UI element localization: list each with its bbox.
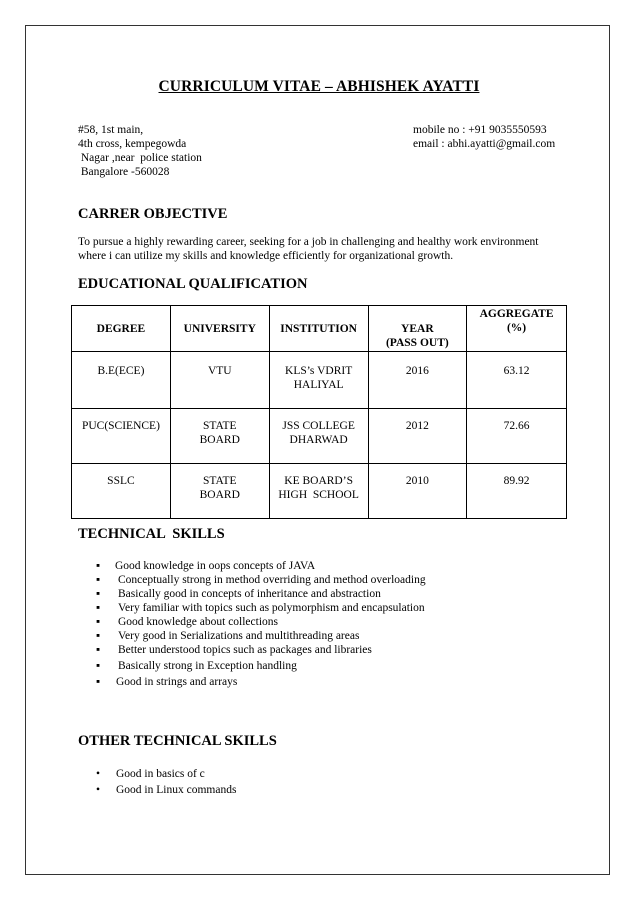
table-header-row <box>72 306 567 352</box>
skill-text: Conceptually strong in method overriding and method overloading <box>118 574 426 586</box>
university-cell <box>170 464 269 519</box>
bullet-icon: ▪ <box>96 574 101 586</box>
skill-text: Good in Linux commands <box>116 784 237 796</box>
university-line: BOARD <box>199 434 240 446</box>
address-line: #58, 1st main, <box>78 124 144 136</box>
year-cell: 2016 <box>368 352 467 409</box>
address-line: 4th cross, kempegowda <box>78 138 187 150</box>
other-skills-heading: OTHER TECHNICAL SKILLS <box>78 733 277 749</box>
list-item <box>96 675 576 689</box>
document-title: CURRICULUM VITAE – ABHISHEK AYATTI <box>158 78 480 95</box>
year-cell: 2010 <box>368 464 467 519</box>
skill-text: Good knowledge in oops concepts of JAVA <box>115 560 316 572</box>
aggregate-cell: 72.66 <box>467 409 567 464</box>
objective-heading: CARRER OBJECTIVE <box>78 206 228 222</box>
year-header-line: (PASS OUT) <box>385 337 449 349</box>
list-item <box>96 615 576 629</box>
column-header-institution: INSTITUTION <box>269 306 368 352</box>
mobile-line <box>413 123 555 137</box>
column-header-aggregate <box>467 306 567 352</box>
technical-skills-list <box>96 559 576 689</box>
table-row <box>72 464 567 519</box>
list-item <box>96 659 576 673</box>
skill-text: Better understood topics such as packages and libraries <box>118 644 372 656</box>
skill-text: Basically good in concepts of inheritance and abstraction <box>118 588 381 600</box>
address-line: Nagar ,near police station <box>78 152 202 164</box>
skill-text: Good in strings and arrays <box>116 676 238 688</box>
university-cell <box>170 352 269 409</box>
contact-block <box>413 123 555 151</box>
institution-cell <box>269 409 368 464</box>
objective-line: To pursue a highly rewarding career, seeking for a job in challenging and healthy work environment <box>78 236 539 248</box>
column-header-university: UNIVERSITY <box>170 306 269 352</box>
year-header-line: YEAR <box>401 323 434 335</box>
skill-text: Very good in Serializations and multithreading areas <box>118 630 360 642</box>
bullet-icon: • <box>96 784 101 796</box>
university-line: VTU <box>207 365 232 377</box>
objective-line: where i can utilize my skills and knowledge efficiently for organizational growth. <box>78 250 454 262</box>
list-item <box>96 782 496 798</box>
institution-line: HIGH SCHOOL <box>278 489 359 501</box>
list-item <box>96 766 496 782</box>
other-skills-list <box>96 766 496 798</box>
year-cell: 2012 <box>368 409 467 464</box>
aggregate-cell: 63.12 <box>467 352 567 409</box>
column-header-year <box>368 306 467 352</box>
table-row <box>72 409 567 464</box>
list-item <box>96 601 576 615</box>
bullet-icon: ▪ <box>96 588 101 600</box>
bullet-icon: ▪ <box>96 602 101 614</box>
list-item <box>96 629 576 643</box>
technical-skills-heading: TECHNICAL SKILLS <box>78 526 225 542</box>
university-cell <box>170 409 269 464</box>
email-label: email : <box>413 138 448 150</box>
institution-cell <box>269 464 368 519</box>
skill-text: Good in basics of c <box>116 768 205 780</box>
bullet-icon: ▪ <box>96 676 101 688</box>
skill-text: Basically strong in Exception handling <box>118 660 297 672</box>
institution-line: KE BOARD’S <box>284 475 353 487</box>
education-table <box>71 305 567 519</box>
institution-line: JSS COLLEGE <box>282 420 355 432</box>
bullet-icon: ▪ <box>96 660 101 672</box>
degree-cell: SSLC <box>72 464 171 519</box>
bullet-icon: ▪ <box>96 630 101 642</box>
list-item <box>96 643 576 657</box>
column-header-degree: DEGREE <box>72 306 171 352</box>
institution-line: HALIYAL <box>293 379 344 391</box>
list-item <box>96 573 576 587</box>
degree-cell: B.E(ECE) <box>72 352 171 409</box>
education-heading: EDUCATIONAL QUALIFICATION <box>78 276 308 292</box>
university-line: STATE <box>202 420 237 432</box>
bullet-icon: ▪ <box>96 560 101 572</box>
institution-cell <box>269 352 368 409</box>
table-row <box>72 352 567 409</box>
bullet-icon: ▪ <box>96 616 101 628</box>
aggregate-header-line: (%) <box>506 322 527 334</box>
degree-cell: PUC(SCIENCE) <box>72 409 171 464</box>
university-line: BOARD <box>199 489 240 501</box>
skill-text: Good knowledge about collections <box>118 616 279 628</box>
institution-line: KLS’s VDRIT <box>285 365 353 377</box>
objective-text <box>78 235 578 263</box>
institution-line: DHARWAD <box>289 434 348 446</box>
university-line: STATE <box>202 475 237 487</box>
address-block <box>78 123 202 179</box>
mobile-label: mobile no : <box>413 124 469 136</box>
address-line: Bangalore -560028 <box>78 166 170 178</box>
email-line <box>413 137 555 151</box>
mobile-number: +91 9035550593 <box>468 124 547 136</box>
bullet-icon: ▪ <box>96 644 101 656</box>
list-item <box>96 587 576 601</box>
bullet-icon: • <box>96 768 101 780</box>
skill-text: Very familiar with topics such as polymorphism and encapsulation <box>118 602 425 614</box>
aggregate-cell: 89.92 <box>467 464 567 519</box>
list-item <box>96 559 576 573</box>
email-address: abhi.ayatti@gmail.com <box>447 138 556 150</box>
aggregate-header-line: AGGREGATE <box>479 308 554 320</box>
